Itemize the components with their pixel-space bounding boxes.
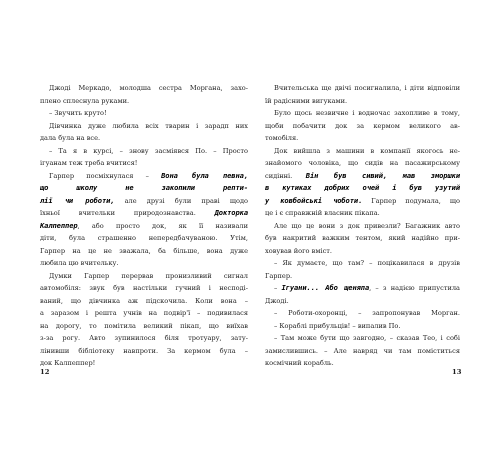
text-line: [265, 320, 460, 333]
left-page-text: [40, 82, 248, 370]
text-segment: Гарпер.: [265, 271, 293, 280]
text-line: [265, 220, 460, 233]
text-line: [265, 245, 460, 258]
text-segment: любила цю вчительку.: [40, 259, 119, 267]
text-segment: був накритий важким тентом, який надійно при-: [265, 234, 460, 242]
text-line: [40, 332, 248, 345]
text-segment: док Калпеппер!: [40, 359, 96, 367]
text-line: [40, 307, 248, 320]
text-line: [265, 95, 460, 108]
right-page-text: [265, 82, 460, 370]
text-line: [265, 270, 460, 283]
text-line: [265, 257, 460, 270]
text-segment: їй радісними вигуками.: [265, 96, 348, 105]
text-line: [40, 107, 248, 120]
text-line: [40, 320, 248, 333]
text-line: [265, 332, 460, 345]
text-line: [40, 195, 248, 208]
text-segment: Дівчинка дуже любила всіх тварин і зарадп них: [49, 121, 248, 130]
text-segment: , – з надією припустила: [369, 284, 460, 292]
text-line: [265, 282, 460, 295]
text-segment: це і є справжній власник пікапа.: [265, 209, 380, 217]
text-segment: –: [274, 284, 282, 292]
text-line: [265, 120, 460, 133]
text-segment: – Та я в курсі, – знову засміявся По. – Просто: [49, 146, 248, 155]
text-line: [40, 295, 248, 308]
text-segment: Док вийшла з машини в компанії якогось не-: [274, 146, 460, 155]
text-line: [265, 132, 460, 145]
text-line: [265, 207, 460, 220]
text-line: [40, 245, 248, 258]
text-line: [265, 82, 460, 95]
text-segment: ваний, що дівчинка аж підскочила. Коли вона –: [40, 296, 248, 305]
text-segment: але друзі були праві щодо: [114, 196, 248, 205]
highlighted-text: Ігуани... Або щеняпа: [281, 283, 370, 292]
text-line: [265, 145, 460, 158]
text-line: [40, 270, 248, 283]
text-segment: діти, була страшенно непередбачуваною. Утім,: [40, 234, 248, 242]
highlighted-text: лії чи роботи,: [40, 195, 115, 205]
page-number-right: 13: [452, 368, 462, 376]
text-segment: Було щось незвичне і водночас захопливе в тому,: [274, 109, 460, 117]
text-segment: автомобіля: звук був настільки гучний і несподі-: [40, 284, 248, 292]
text-line: [40, 345, 248, 358]
text-segment: Гарпер посміхнулася –: [49, 171, 162, 180]
text-line: [40, 257, 248, 270]
text-segment: Але що це вони з док привезли? Багажник авто: [274, 221, 460, 230]
highlighted-text: Він був сивий, мав зморшки: [305, 170, 460, 180]
text-segment: ігуанам теж треба вчитися!: [40, 159, 138, 167]
text-segment: сидінні.: [265, 171, 306, 180]
text-line: [265, 170, 460, 183]
text-line: [40, 145, 248, 158]
text-segment: дала була на все.: [40, 134, 101, 142]
text-segment: плено сплеснула руками.: [40, 96, 130, 105]
highlighted-text: в кутиках добрих очей і був узутий: [265, 183, 460, 192]
text-segment: – Кораблі прибульців! – випалив По.: [274, 321, 401, 330]
text-line: [265, 182, 460, 195]
highlighted-text: що школу не закопили репти-: [40, 183, 248, 192]
text-segment: лінивши бібліотеку навпроти. За кермом була –: [40, 346, 248, 355]
text-segment: Вчительська ще двічі посигналила, і діти відповіли: [274, 84, 460, 92]
text-line: [265, 307, 460, 320]
text-line: [40, 207, 248, 220]
text-segment: на дорогу, то помітила великий пікап, що виїхав: [40, 321, 248, 330]
text-segment: Джоді Меркадо, молодша сестра Моргана, захо-: [49, 84, 248, 92]
text-line: [265, 232, 460, 245]
page-number-left: 12: [40, 368, 50, 376]
text-line: [40, 132, 248, 145]
text-segment: ховував його вміст.: [265, 246, 333, 255]
text-line: [265, 345, 460, 358]
text-segment: Джоді.: [265, 296, 289, 305]
text-segment: томобіля.: [265, 134, 299, 142]
text-line: [40, 82, 248, 95]
text-segment: щоби побачити док за кермом великого ав-: [265, 121, 460, 130]
text-line: [40, 357, 248, 370]
highlighted-text: Калпеппер: [40, 220, 78, 230]
text-segment: , або просто док, як її називали: [77, 221, 248, 230]
text-segment: космічний корабль.: [265, 359, 334, 367]
text-line: [40, 157, 248, 170]
text-segment: – Там може бути що завгодно, – сказав Тео, і собі: [274, 334, 460, 342]
text-line: [40, 120, 248, 133]
text-line: [265, 157, 460, 170]
text-segment: – Роботи-охоронці, – запропонував Морган.: [274, 309, 460, 317]
text-line: [265, 107, 460, 120]
text-segment: Гарпер на це не зважала, ба більше, вона дуже: [40, 246, 248, 255]
text-segment: їхньої вчительки природознавства.: [40, 209, 215, 217]
text-line: [40, 182, 248, 195]
highlighted-text: у ковбойські чоботи.: [265, 195, 363, 205]
text-line: [40, 220, 248, 233]
text-segment: – Як думаєте, що там? – поцікавилася в друзів: [274, 259, 460, 267]
text-line: [265, 295, 460, 308]
text-line: [40, 232, 248, 245]
text-line: [40, 95, 248, 108]
text-segment: з-за рогу. Авто зупинилося біля тротуару, зату-: [40, 334, 248, 342]
text-segment: а заразом і решта учнів на подвір'ї – подивилася: [40, 309, 248, 317]
text-segment: знайомого чоловіка, що сидів на пасажирському: [265, 159, 460, 167]
text-line: [40, 282, 248, 295]
text-segment: Думки Гарпер перервав пронизливий сигнал: [49, 271, 248, 280]
text-segment: замислившись. – Але навряд чи там поміститься: [265, 346, 460, 355]
text-line: [40, 170, 248, 183]
text-segment: – Звучить круто!: [49, 109, 107, 117]
text-line: [265, 357, 460, 370]
highlighted-text: Докторка: [214, 208, 248, 217]
text-segment: Гарпер подумала, що: [362, 196, 460, 205]
highlighted-text: Вона була певна,: [161, 170, 248, 180]
text-line: [265, 195, 460, 208]
